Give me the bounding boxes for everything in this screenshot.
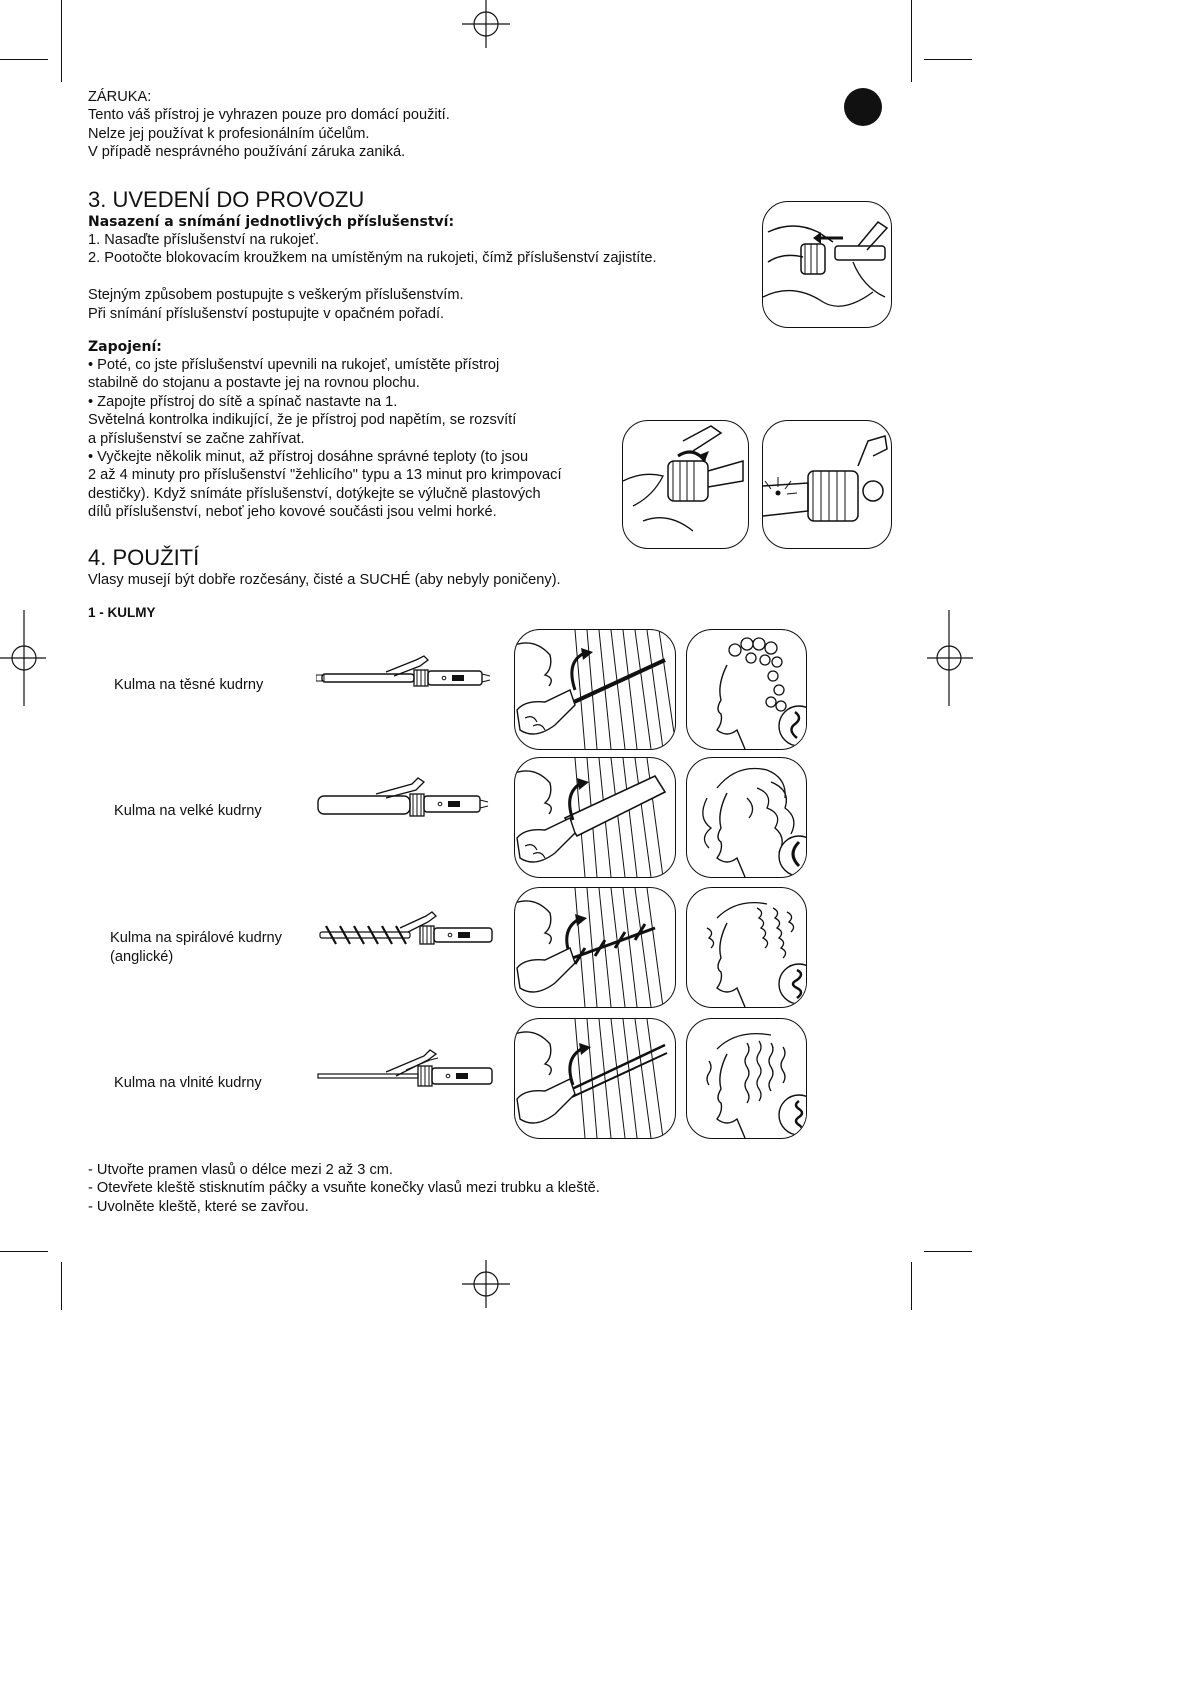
spacer: [88, 268, 657, 286]
registration-mark-top: [440, 0, 532, 50]
wave-curl-iron-icon: [316, 1046, 506, 1092]
curler-label-wave: Kulma na vlnité kudrny: [114, 1075, 262, 1091]
curler-label-spiral-note: (anglické): [110, 949, 174, 965]
curler-label-spiral: Kulma na spirálové kudrny: [110, 930, 282, 946]
usage-illustration-spiral: [514, 887, 676, 1008]
spiral-curl-iron-icon: [316, 910, 500, 952]
attach-accessory-illustration: [762, 201, 892, 328]
crop-mark: [911, 1262, 912, 1310]
section-4: [88, 545, 561, 589]
section-4-heading: 4. POUŽITÍ: [88, 545, 200, 570]
connect-line: • Zapojte přístroj do sítě a spínač nastavte na 1.: [88, 393, 398, 410]
note-line: Při snímání příslušenství postupujte v opačném pořadí.: [88, 305, 445, 322]
connect-line: • Vyčkejte několik minut, až přístroj dosáhne správné teploty (to jsou: [88, 449, 529, 466]
registration-mark-right: [925, 608, 973, 708]
crop-mark: [924, 59, 972, 60]
warranty-line: V případě nesprávného používání záruka zaniká.: [88, 144, 406, 161]
instruction-line: - Otevřete kleště stisknutím páčky a vsuňte konečky vlasů mezi trubku a kleště.: [88, 1180, 600, 1197]
connect-line: a příslušenství se začne zahřívat.: [88, 430, 305, 447]
tight-curl-iron-icon: [316, 652, 494, 694]
result-illustration-large: [686, 757, 807, 878]
result-illustration-wave: [686, 1018, 807, 1139]
connect-line: destičky). Když snímáte příslušenství, dotýkejte se výlučně plastových: [88, 485, 541, 502]
usage-illustration-wave: [514, 1018, 676, 1139]
section-4-intro: Vlasy musejí být dobře rozčesány, čisté a SUCHÉ (aby nebyly poničeny).: [88, 572, 561, 588]
usage-illustration-large: [514, 757, 676, 878]
instruction-line: - Uvolněte kleště, které se zavřou.: [88, 1198, 309, 1215]
section-3: [88, 187, 657, 323]
result-illustration-tight: [686, 629, 807, 750]
crop-mark: [924, 1251, 972, 1252]
crop-mark: [0, 1251, 48, 1252]
usage-illustration-tight: [514, 629, 676, 750]
connect-line: Světelná kontrolka indikující, že je přístroj pod napětím, se rozsvítí: [88, 412, 517, 429]
connect-line: dílů příslušenství, neboť jeho kovové součásti jsou velmi horké.: [88, 504, 497, 521]
section-4-subsection: 1 - KULMY: [88, 605, 156, 620]
note-line: Stejným způsobem postupujte s veškerým příslušenstvím.: [88, 287, 464, 304]
registration-mark-left: [0, 608, 48, 708]
crop-mark: [61, 1262, 62, 1310]
warranty-line: Tento váš přístroj je vyhrazen pouze pro domácí použití.: [88, 107, 450, 124]
curler-label-tight: Kulma na těsné kudrny: [114, 677, 264, 693]
connect-line: stabilně do stojanu a postavte jej na rovnou plochu.: [88, 375, 420, 392]
indicator-light-illustration: [762, 420, 892, 549]
connect-block: [88, 338, 562, 522]
warranty-line: Nelze jej používat k profesionálním účelům.: [88, 125, 370, 142]
connect-line: 2 až 4 minuty pro příslušenství "žehlicího" typu a 13 minut pro krimpovací: [88, 467, 562, 484]
section-3-heading: 3. UVEDENÍ DO PROVOZU: [88, 187, 365, 212]
large-curl-iron-icon: [316, 776, 494, 824]
language-marker-dot: [844, 88, 882, 126]
step-item: 2. Pootočte blokovacím kroužkem na umístěným na rukojeti, čímž příslušenství zajistíte.: [88, 250, 657, 267]
instructions-block: [88, 1161, 600, 1216]
instruction-line: - Utvořte pramen vlasů o délce mezi 2 až 3 cm.: [88, 1162, 393, 1178]
section-3-subheading: Nasazení a snímání jednotlivých příslušenství:: [88, 214, 455, 230]
crop-mark: [911, 0, 912, 82]
registration-mark-bottom: [440, 1260, 532, 1310]
warranty-block: [88, 88, 450, 162]
crop-mark: [0, 59, 48, 60]
connect-title: Zapojení:: [88, 339, 162, 355]
curler-label-large: Kulma na velké kudrny: [114, 803, 262, 819]
result-illustration-spiral: [686, 887, 807, 1008]
warranty-title: ZÁRUKA:: [88, 89, 152, 105]
step-item: 1. Nasaďte příslušenství na rukojeť.: [88, 232, 320, 248]
connect-line: • Poté, co jste příslušenství upevnili na rukojeť, umístěte přístroj: [88, 357, 500, 373]
crop-mark: [61, 0, 62, 82]
lock-ring-illustration: [622, 420, 749, 549]
